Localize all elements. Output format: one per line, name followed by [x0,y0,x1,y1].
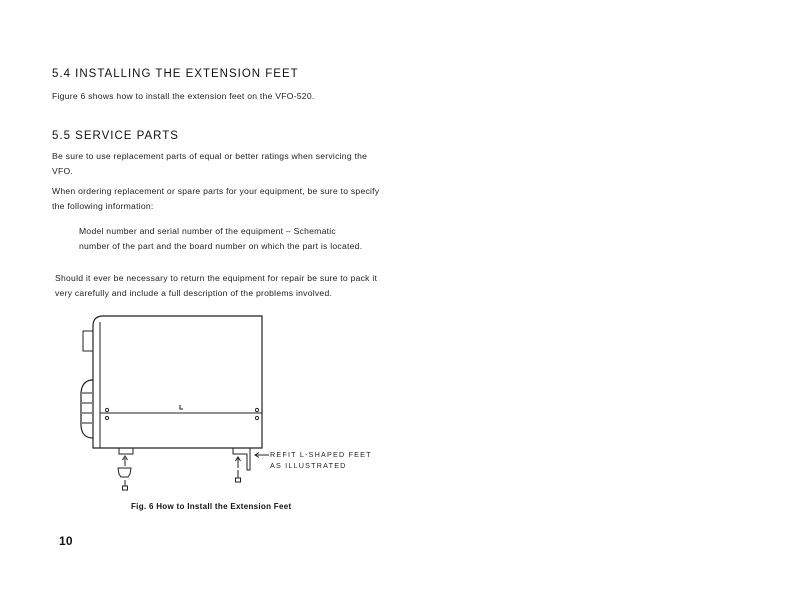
section-5-4-body: Figure 6 shows how to install the extension feet on the VFO-520. [52,91,315,101]
section-5-5-paragraph-2: When ordering replacement or spare parts for your equipment, be sure to specify the following information: [52,186,380,211]
figure-caption: Fig. 6 How to Install the Extension Feet [131,502,292,511]
section-5-5-paragraph-3: Should it ever be necessary to return the equipment for repair be sure to pack it very carefully and include a full description of the problems involved. [55,273,378,298]
section-5-5-indented-info: Model number and serial number of the equipment – Schematic number of the part and the board number on which the part is located. [79,226,363,251]
section-5-5-paragraph-1: Be sure to use replacement parts of equal or better ratings when servicing the VFO. [52,151,368,176]
section-5-5-heading: 5.5 SERVICE PARTS [52,130,179,142]
refit-feet-callout [270,449,372,471]
callout-line-2: AS ILLUSTRATED [270,461,347,470]
callout-line-1: REFIT L-SHAPED FEET [270,450,372,459]
page-number: 10 [59,534,73,548]
section-5-4-heading: 5.4 INSTALLING THE EXTENSION FEET [52,68,299,80]
